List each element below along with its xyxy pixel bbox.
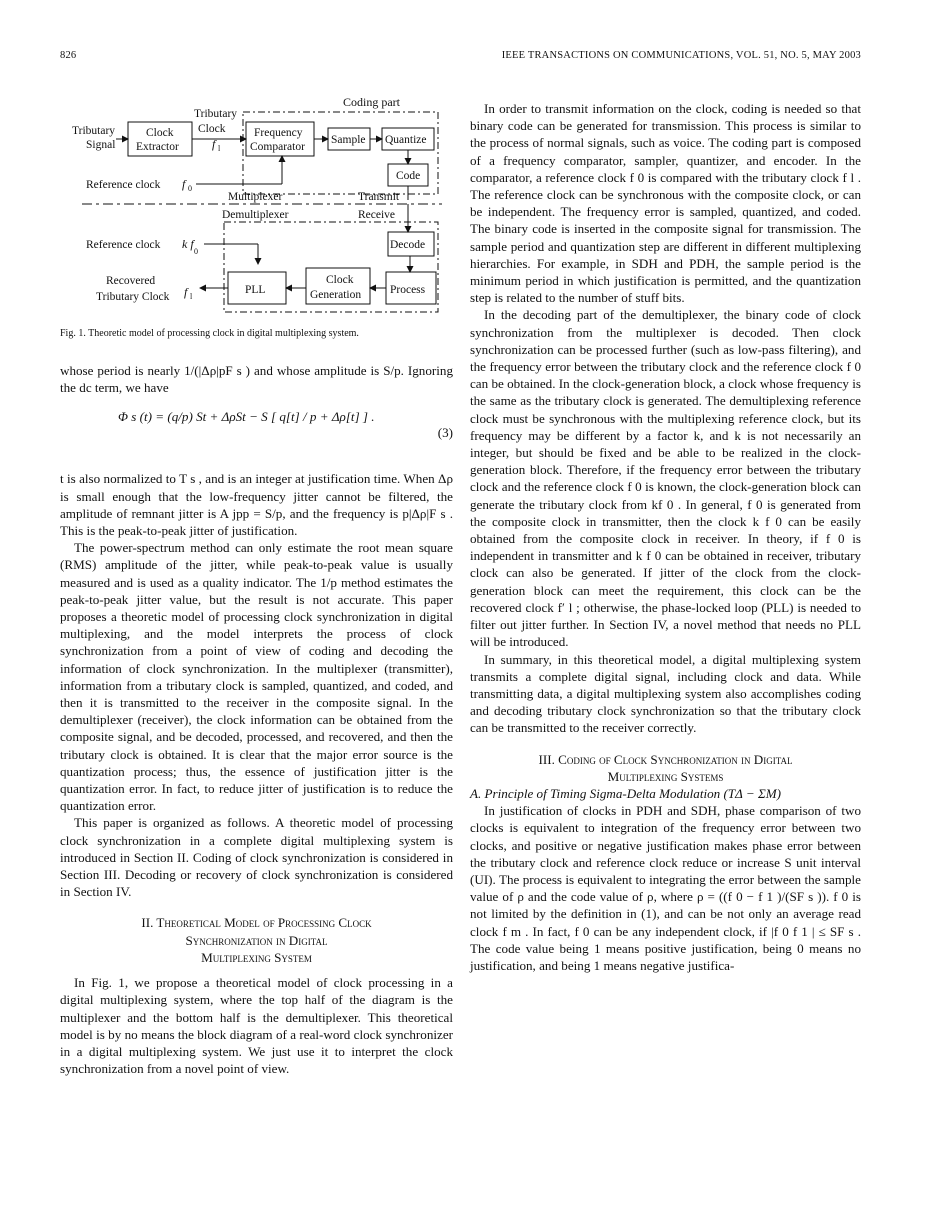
section-2-title-3: Multiplexing System	[201, 949, 312, 965]
paragraph: This paper is organized as follows. A theoretic model of processing clock synchronization in a complete digital multiplexing system is introduced in Section II. Coding of clock synchronization is considered in Section III. Decoding or recovery of clock synchronization is considered in Section IV.	[60, 815, 453, 900]
fl2-sub: l	[190, 292, 193, 301]
decode-label: Decode	[390, 239, 426, 251]
freq-comp-label-2: Comparator	[250, 141, 305, 153]
reference-clock-label-2: Reference clock	[86, 239, 161, 251]
section-3-title-2: Multiplexing Systems	[607, 768, 724, 784]
code-label: Code	[396, 170, 421, 182]
section-2-title-2: Synchronization in Digital	[185, 932, 328, 948]
clock-gen-label-2: Generation	[310, 289, 362, 301]
journal-header: IEEE TRANSACTIONS ON COMMUNICATIONS, VOL. 51, NO. 5, MAY 2003	[501, 50, 861, 61]
equation-3-body: Φ s (t) = (q/p) St + ΔρSt − S [ q[t] / p + Δρ[t] ] .	[118, 409, 375, 425]
multiplexer-label: Multiplexer	[228, 191, 283, 203]
clock-extractor-label: Clock	[146, 127, 174, 139]
process-label: Process	[390, 284, 426, 296]
paragraph: In order to transmit information on the clock, coding is needed so that binary code can be generated for transmission. This process is similar to the process of normal signals, such as voice. The coding part is composed of a frequency comparator, sampler, quantizer, and encoder. In the comparator, a reference clock f 0 is compared with the tributary clock f l . The reference clock can be synchronous with the composite clock, or can be independent. The frequency error is sampled, quantized, and coded. The binary code is inserted in the composite signal for transmission. The sample period and quantization step are different in different multiplexing hierarchies. For example, in SDH and PDH, the sample period is the minimum period in which justification is permitted, and the quantization step is related to the number of stuff bits.	[470, 101, 861, 306]
reference-clock-label: Reference clock	[86, 179, 161, 191]
tributary-signal-label-2: Signal	[86, 139, 116, 151]
section-2-title: II. Theoretical Model of Processing Clock	[141, 915, 372, 931]
transmit-label: Transmit	[358, 191, 400, 203]
f0-sub: 0	[188, 184, 192, 193]
tributary-signal-label: Tributary	[72, 125, 116, 137]
left-column	[60, 362, 453, 1077]
tributary-clock-label-2: Clock	[198, 123, 226, 135]
pll-label: PLL	[245, 284, 266, 296]
equation-3	[60, 402, 453, 464]
paragraph: whose period is nearly 1/(|Δρ|pF s ) and whose amplitude is S/p. Ignoring the dc term, we have	[60, 363, 453, 396]
paragraph: The power-spectrum method can only estimate the root mean square (RMS) amplitude of the jitter, while peak-to-peak value is usually measured and is used as a quality indicator. The 1/p method estimates the peak-to-peak jitter value, but the result is not accurate. This paper proposes a theoretic model of processing clock synchronization in digital multiplexing, and the model interprets the process of clock synchronization from a point of view of coding and decoding the information of clock synchronization. In the multiplexer (transmitter), information from a tributary clock is sampled, quantized, and coded, and then it is transmitted to the receiver in the composite signal. In the demultiplexer (receiver), the clock information can be obtained from the composite signal, and be decoded, processed, and recovered, and then the tributary clock is obtained. It is clear that the major error source is the quantization process; thus, the essence of justification jitter is the quantization error. In fact, to reduce jitter of justification is to reduce the quantization error.	[60, 540, 453, 814]
f0-label: f	[182, 177, 186, 191]
clock-gen-label: Clock	[326, 274, 354, 286]
paragraph: In the decoding part of the demultiplexer, the binary code of clock synchronization from the multiplexer is decoded. Then clock synchronization can be processed further (such as low-pass filtering), and the frequency error between the tributary clock and the reference clock f 0 can be obtained. In the clock-generation block, a clock whose frequency is the same as the tributary clock is generated. The demultiplexing reference clock must be synchronous with the multiplexing reference clock, but its frequency may be different by a factor k, and k is not necessarily an integer, but should be fixed and be able to be realized in the clock-generation block. Therefore, if the frequency error between the tributary clock and the reference clock f 0 is known, the clock-generation block can generate the tributary clock from kf 0 . In general, f 0 is generated from the composite clock in transmitter, then the clock k f 0 can be easily obtained from the composite clock in receiver. In theory, if f 0 is independent in transmitter and k f 0 can be obtained in receiver, tributary clock can also be generated. If jitter of the clock from the clock-generation block can meet the requirement, this clock can be the recovered clock f′ l ; otherwise, the phase-locked loop (PLL) is needed to filter out jitter further. In Section IV, a novel method that needs no PLL will be introduced.	[470, 307, 861, 650]
demultiplexer-label: Demultiplexer	[222, 209, 289, 221]
fl-sub: l	[218, 144, 221, 153]
paragraph: t is also normalized to T s , and is an integer at justification time. When Δρ is small enough that the low-frequency jitter cannot be filtered, the amplitude of remnant jitter is A jpp = S/p, and the frequency is p|Δρ|F s . This is the peak-to-peak jitter of justification.	[60, 471, 453, 539]
figure-1-diagram	[60, 92, 455, 320]
tributary-clock-label: Tributary	[194, 108, 238, 120]
page-number: 826	[60, 50, 77, 61]
recovered-label: Recovered	[106, 275, 156, 287]
sample-label: Sample	[331, 134, 366, 146]
section-3-title: III. Coding of Clock Synchronization in Digital	[538, 751, 793, 767]
clock-extractor-label-2: Extractor	[136, 141, 179, 153]
fl-label: f	[212, 137, 216, 151]
figure-caption: Fig. 1. Theoretic model of processing clock in digital multiplexing system.	[60, 328, 359, 339]
freq-comp-label: Frequency	[254, 127, 303, 139]
paragraph: In summary, in this theoretical model, a digital multiplexing system transmits a complete digital signal, including clock and data. While transmitting data, a digital multiplexing system also accomplishes coding and decoding tributary clock synchronization so that the tributary clock can be transmitted to the receiver correctly.	[470, 651, 861, 736]
right-column	[470, 100, 861, 974]
paragraph: In justification of clocks in PDH and SDH, phase comparison of two clocks is equivalent to integration of the frequency error between two clocks, and positive or negative justification makes phase error between the tributary clock and reference clock reduce or increase S unit interval (UI). The process is equivalent to integrating the error between the sample value of ρ and the code value of ρ, where ρ = ((f 0 − f 1 )/(SF s )). f 0 is not limited by the definition in (1), and can be not only an average read clock f m . In fact, f 0 can be any independent clock, if |f 0 f 1 | ≤ SF s . The code value being 1 means positive justification, being 0 means no justification, and being 1 means negative justifica-	[470, 803, 861, 973]
kf0-sub: 0	[194, 247, 198, 256]
fl2-label: f	[184, 285, 188, 299]
receive-label: Receive	[358, 209, 396, 221]
subsection-a-title: A. Principle of Timing Sigma-Delta Modulation (TΔ − ΣM)	[470, 785, 782, 801]
recovered-label-2: Tributary Clock	[96, 291, 170, 303]
quantize-label: Quantize	[385, 134, 427, 146]
kf0-label: k f	[182, 237, 194, 251]
equation-3-number: (3)	[437, 425, 453, 441]
coding-part-label: Coding part	[343, 95, 400, 109]
paragraph: In Fig. 1, we propose a theoretical model of clock processing in a digital multiplexing system, where the top half of the diagram is the multiplexer and the bottom half is the demultiplexer. This theoretical model is by no means the block diagram of a real-word clock synchronizer in a digital multiplexing system. We just use it to interpret the clock synchronization from a novel point of view.	[60, 975, 453, 1077]
